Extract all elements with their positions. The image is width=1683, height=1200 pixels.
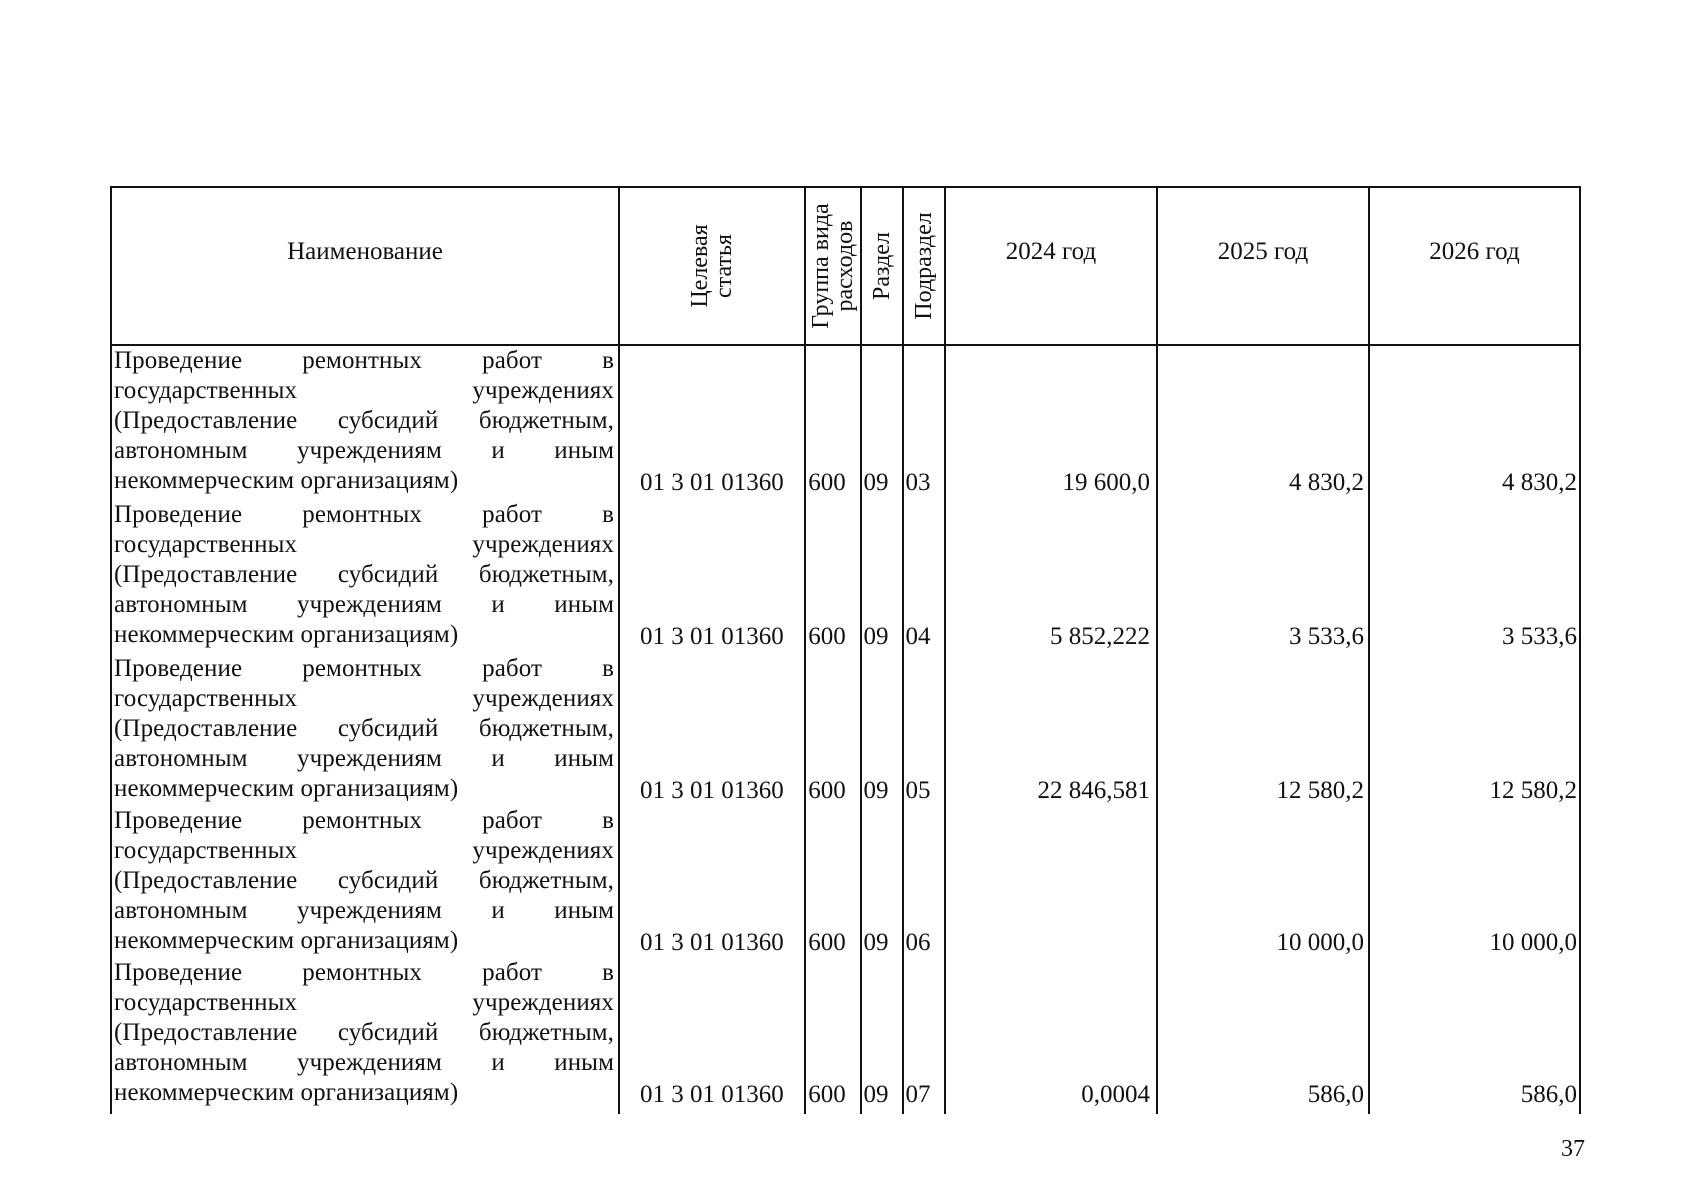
row-2024-value: 5 852,222 (1050, 623, 1150, 650)
row-name: Проведение ремонтных работ в государственных учреждениях (Предоставление субсидий бюджетным, автономным учреждениям и иным некоммерческим организациям) (114, 807, 614, 954)
header-subsection (904, 188, 946, 344)
header-2025 (1158, 188, 1370, 344)
header-2024-label: 2024 год (1005, 238, 1097, 265)
table-header (110, 186, 1581, 346)
table-row (110, 958, 1581, 1110)
row-subsection: 06 (905, 929, 931, 956)
row-2025-value: 3 533,6 (1289, 623, 1364, 650)
row-expense-group: 600 (808, 777, 846, 804)
header-section (862, 188, 904, 344)
row-expense-group: 600 (808, 929, 846, 956)
row-target-article: 01 3 01 01360 (640, 623, 784, 650)
header-subsection-label: Подраздел (911, 212, 937, 320)
table-body (110, 346, 1581, 1114)
row-section: 09 (863, 469, 889, 496)
row-name: Проведение ремонтных работ в государственных учреждениях (Предоставление субсидий бюджетным, автономным учреждениям и иным некоммерческим организациям) (114, 959, 614, 1106)
table-row (110, 806, 1581, 958)
table-row (110, 346, 1581, 498)
row-expense-group: 600 (808, 1081, 846, 1108)
header-name-label: Наименование (287, 238, 443, 265)
header-2024 (946, 188, 1158, 344)
row-2026-value: 586,0 (1520, 1081, 1577, 1108)
table-row (110, 500, 1581, 652)
row-target-article: 01 3 01 01360 (640, 929, 784, 956)
row-2025-value: 586,0 (1307, 1081, 1364, 1108)
row-section: 09 (863, 1081, 889, 1108)
row-name: Проведение ремонтных работ в государственных учреждениях (Предоставление субсидий бюджетным, автономным учреждениям и иным некоммерческим организациям) (114, 347, 614, 494)
row-subsection: 05 (905, 777, 931, 804)
row-subsection: 07 (905, 1081, 931, 1108)
row-section: 09 (863, 777, 889, 804)
row-subsection: 03 (905, 469, 931, 496)
row-expense-group: 600 (808, 469, 846, 496)
header-name (112, 188, 620, 344)
row-2024-value: 0,0004 (1081, 1081, 1150, 1108)
row-2026-value: 10 000,0 (1489, 929, 1577, 956)
row-target-article: 01 3 01 01360 (640, 1081, 784, 1108)
row-subsection: 04 (905, 623, 931, 650)
row-2024-value: 22 846,581 (1037, 777, 1150, 804)
row-name: Проведение ремонтных работ в государственных учреждениях (Предоставление субсидий бюджетным, автономным учреждениям и иным некоммерческим организациям) (114, 501, 614, 648)
row-2025-value: 4 830,2 (1289, 469, 1364, 496)
header-expense-group (806, 188, 862, 344)
row-section: 09 (863, 929, 889, 956)
row-2026-value: 4 830,2 (1502, 469, 1577, 496)
row-2025-value: 10 000,0 (1276, 929, 1364, 956)
header-expense-group-label: Группа вида расходов (808, 203, 858, 329)
row-target-article: 01 3 01 01360 (640, 469, 784, 496)
header-target-article-label: Целевая статья (687, 224, 737, 308)
header-2026 (1370, 188, 1579, 344)
row-2026-value: 3 533,6 (1502, 623, 1577, 650)
table-row (110, 654, 1581, 806)
header-2025-label: 2025 год (1217, 238, 1309, 265)
row-name: Проведение ремонтных работ в государственных учреждениях (Предоставление субсидий бюджетным, автономным учреждениям и иным некоммерческим организациям) (114, 655, 614, 802)
page-number: 37 (1561, 1136, 1585, 1162)
header-2026-label: 2026 год (1429, 238, 1520, 265)
row-expense-group: 600 (808, 623, 846, 650)
row-2025-value: 12 580,2 (1276, 777, 1364, 804)
row-2024-value: 19 600,0 (1062, 469, 1150, 496)
header-section-label: Раздел (869, 232, 895, 300)
header-target-article (620, 188, 806, 344)
row-section: 09 (863, 623, 889, 650)
row-2026-value: 12 580,2 (1489, 777, 1577, 804)
row-target-article: 01 3 01 01360 (640, 777, 784, 804)
